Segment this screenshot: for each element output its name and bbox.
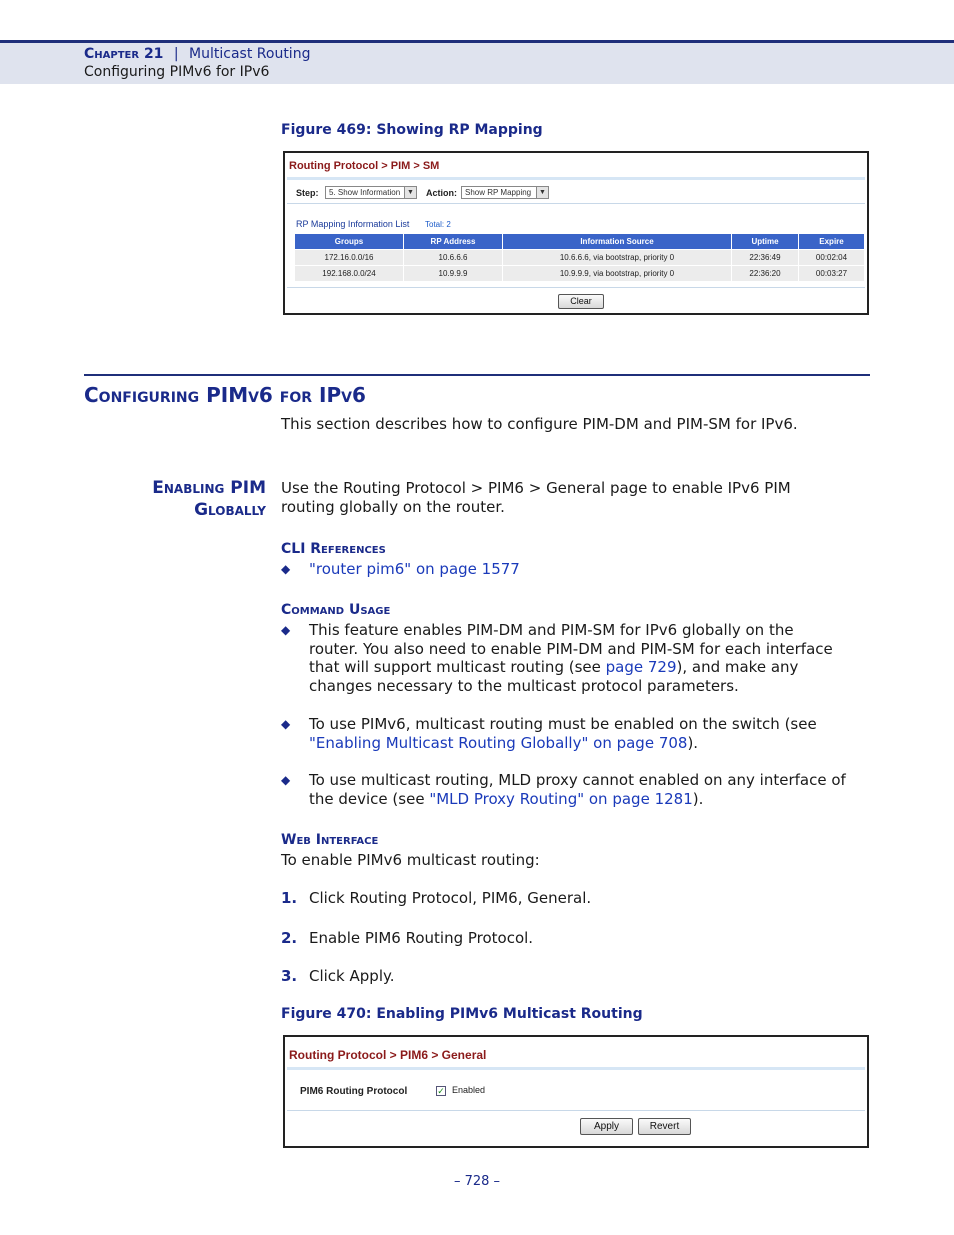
figure-469-caption: Figure 469: Showing RP Mapping [281,122,543,138]
chevron-down-icon: ▼ [404,187,416,198]
column-header: Uptime [732,234,799,250]
table-row [295,250,865,266]
page-link[interactable]: page 729 [605,658,677,676]
action-label: Action: [426,188,457,198]
text-run: that will support multicast routing (see [309,658,606,676]
step-select-value: 5. Show Information [329,188,401,197]
chapter-heading [84,46,310,62]
breadcrumb: Routing Protocol > PIM > SM [289,160,440,172]
cell-groups: 172.16.0.0/16 [295,250,404,266]
column-header: Information Source [503,234,732,250]
cli-reference-link[interactable] [309,560,873,579]
pim6-routing-protocol-label: PIM6 Routing Protocol [300,1086,408,1097]
text-line [309,734,873,753]
header-separator: | [173,46,179,62]
column-header: Groups [295,234,404,250]
page-link[interactable]: "MLD Proxy Routing" on page 1281 [429,789,693,808]
text-line [309,790,873,809]
cell-information-source: 10.6.6.6, via bootstrap, priority 0 [503,250,732,266]
step-text: Click Apply. [309,967,395,985]
text-run: ). [687,733,699,752]
table-header-row [295,234,865,250]
page-link[interactable]: "Enabling Multicast Routing Globally" on page 708 [309,733,688,752]
apply-button[interactable]: Apply [580,1118,633,1135]
step-text: Click Routing Protocol, PIM6, General. [309,889,592,907]
figure-469-screenshot [283,151,869,315]
divider [287,1067,865,1070]
enabled-label: Enabled [452,1085,486,1095]
web-intro: To enable PIMv6 multicast routing: [281,851,540,869]
cell-groups: 192.168.0.0/24 [295,266,404,282]
cli-references-heading: CLI References [281,541,386,557]
step-number: 1. [281,889,298,907]
enabled-checkbox[interactable]: ✓ [437,1086,445,1096]
chapter-title: Multicast Routing [189,46,311,62]
text-line: changes necessary to the multicast protocol parameters. [309,676,739,695]
text-run: ). [692,789,704,808]
bullet-icon: ◆ [281,562,291,576]
usage-item-2 [309,715,873,752]
divider [287,203,865,204]
bullet-icon: ◆ [281,623,291,637]
breadcrumb: Routing Protocol > PIM6 > General [289,1048,487,1062]
section-rule [84,374,870,376]
list-title: RP Mapping Information List [296,219,410,229]
usage-item-1 [309,621,873,695]
action-select[interactable] [461,186,549,199]
step-select[interactable] [325,186,417,199]
paragraph-line: routing globally on the router. [281,498,505,516]
cell-uptime: 22:36:20 [732,266,799,282]
divider [287,287,865,288]
chevron-down-icon: ▼ [536,187,548,198]
step-text: Enable PIM6 Routing Protocol. [309,929,534,947]
text-line: router. You also need to enable PIM-DM and PIM-SM for each interface [309,639,833,658]
section-heading: Configuring PIMv6 for IPv6 [84,64,270,80]
bullet-icon: ◆ [281,773,291,787]
divider [287,1110,865,1111]
text-run: the device (see [309,789,430,808]
revert-button[interactable]: Revert [638,1118,691,1135]
cell-expire: 00:03:27 [799,266,865,282]
cell-information-source: 10.9.9.9, via bootstrap, priority 0 [503,266,732,282]
link-text[interactable]: "router pim6" on page 1577 [309,560,520,578]
step-number: 2. [281,929,298,947]
text-line: To use PIMv6, multicast routing must be enabled on the switch (see [309,715,817,733]
column-header: Expire [799,234,865,250]
section-title: Configuring PIMv6 for IPv6 [84,383,366,407]
table-row [295,266,865,282]
figure-470-screenshot [283,1035,869,1148]
divider [287,177,865,180]
step-number: 3. [281,967,298,985]
column-header: RP Address [404,234,503,250]
usage-item-3 [309,771,873,808]
side-heading-line: Enabling PIM [152,478,266,498]
cell-expire: 00:02:04 [799,250,865,266]
text-line: To use multicast routing, MLD proxy cannot enabled on any interface of [309,771,846,789]
action-select-value: Show RP Mapping [465,188,532,197]
section-intro: This section describes how to configure PIM-DM and PIM-SM for IPv6. [281,415,798,433]
chapter-number: Chapter 21 [84,46,164,62]
text-line [309,658,873,677]
page-number: – 728 – [453,1174,501,1189]
cell-rp-address: 10.6.6.6 [404,250,503,266]
enabling-paragraph [281,479,871,517]
cell-rp-address: 10.9.9.9 [404,266,503,282]
paragraph-line: Use the Routing Protocol > PIM6 > General page to enable IPv6 PIM [281,479,791,497]
cell-uptime: 22:36:49 [732,250,799,266]
rp-mapping-table [294,233,865,282]
command-usage-heading: Command Usage [281,602,391,618]
bullet-icon: ◆ [281,717,291,731]
step-label: Step: [296,188,319,198]
text-run: ), and make any [676,658,799,676]
side-heading-line: Globally [194,500,266,520]
clear-button[interactable]: Clear [558,294,604,309]
figure-470-caption: Figure 470: Enabling PIMv6 Multicast Routing [281,1006,643,1022]
list-total: Total: 2 [425,220,451,229]
web-interface-heading: Web Interface [281,832,379,848]
text-line: This feature enables PIM-DM and PIM-SM for IPv6 globally on the [309,621,794,639]
side-heading [152,477,266,521]
